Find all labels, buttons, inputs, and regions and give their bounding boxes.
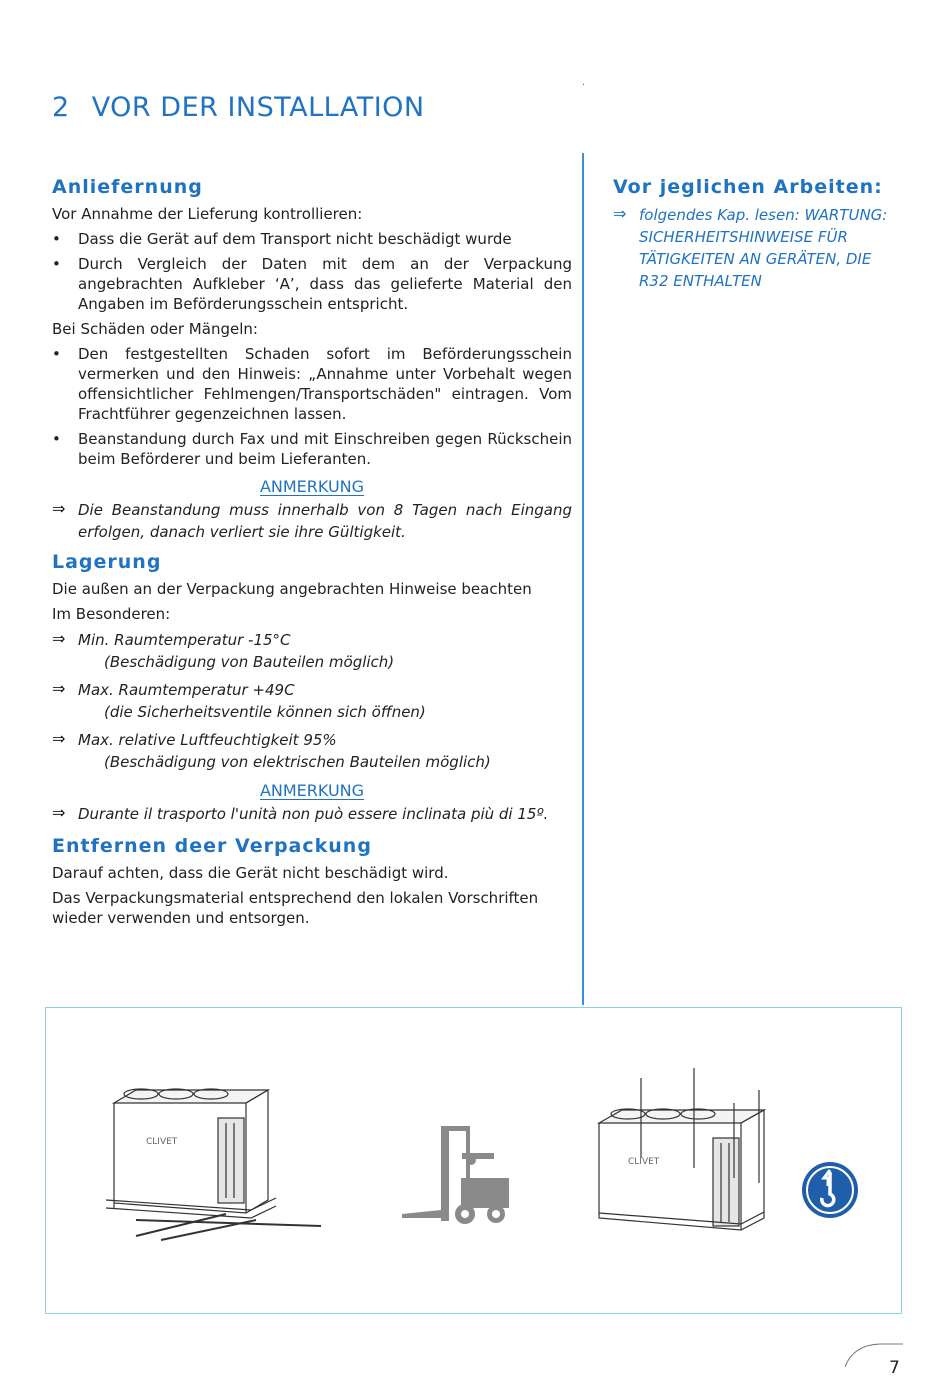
storage-line-2: Im Besonderen: <box>52 605 171 623</box>
list-item: • Den festgestellten Schaden sofort im Beförderungsschein vermerken und den Hinweis: „Annahme unter Vorbehalt wegen offensichtlicher Fehlmengen/Transportschäden" eintragen. Vom Frachtführer gegenzeichnen lassen. <box>52 344 572 424</box>
unit-lifting-illustration <box>599 1068 764 1230</box>
unit-forklift-illustration <box>106 1089 321 1240</box>
arrow-icon: ⇒ <box>52 729 66 748</box>
note-item <box>52 803 572 825</box>
note-text: Durante il trasporto l'unità non può essere inclinata più di 15º. <box>78 805 549 823</box>
page-number: 7 <box>889 1358 900 1378</box>
damage-intro: Bei Schäden oder Mängeln: <box>52 320 258 338</box>
arrow-icon: ⇒ <box>52 629 66 648</box>
note-text: folgendes Kap. lesen: WARTUNG: SICHERHEITSHINWEISE FÜR TÄTIGKEITEN AN GERÄTEN, DIE R32 ENTHALTEN <box>639 206 888 290</box>
note-text: Die Beanstandung muss innerhalb von 8 Tagen nach Eingang erfolgen, danach verliert sie ihre Gültigkeit. <box>78 501 572 541</box>
storage-item-text: Max. relative Luftfeuchtigkeit 95% <box>78 731 337 749</box>
note-title: ANMERKUNG <box>259 477 365 496</box>
storage-item-sub: (die Sicherheitsventile können sich öffnen) <box>104 703 426 721</box>
storage-item-sub: (Beschädigung von elektrischen Bauteilen möglich) <box>104 753 491 771</box>
chapter-title-text: VOR DER INSTALLATION <box>91 92 425 123</box>
section-heading-before-work: Vor jeglichen Arbeiten: <box>613 176 883 198</box>
left-column <box>52 176 572 933</box>
delivery-checklist <box>52 229 572 314</box>
storage-item-text: Min. Raumtemperatur -15°C <box>78 631 291 649</box>
storage-item <box>52 729 572 773</box>
brand-logo: CLIVET <box>628 1157 660 1167</box>
column-divider <box>582 153 584 1005</box>
unpack-line-2: Das Verpackungsmaterial entsprechend den lokalen Vorschriften wieder verwenden und entsorgen. <box>52 889 539 927</box>
forklift-icon <box>402 1126 509 1224</box>
arrow-icon: ⇒ <box>613 204 627 223</box>
damage-list <box>52 344 572 469</box>
list-item: • Beanstandung durch Fax und mit Einschreiben gegen Rückschein beim Beförderer und beim Lieferanten. <box>52 429 572 469</box>
storage-item <box>52 679 572 723</box>
storage-item <box>52 629 572 673</box>
note-title: ANMERKUNG <box>259 781 365 800</box>
delivery-intro: Vor Annahme der Lieferung kontrollieren: <box>52 205 363 223</box>
storage-item-sub: (Beschädigung von Bauteilen möglich) <box>104 653 395 671</box>
section-heading-storage: Lagerung <box>52 551 162 573</box>
marker-dot: · <box>582 80 586 91</box>
brand-logo: CLIVET <box>146 1137 178 1147</box>
list-item: • Dass die Gerät auf dem Transport nicht beschädigt wurde <box>52 229 572 249</box>
arrow-icon: ⇒ <box>52 679 66 698</box>
storage-line-1: Die außen an der Verpackung angebrachten Hinweise beachten <box>52 580 532 598</box>
handling-illustration <box>46 1008 901 1313</box>
note-item <box>613 204 903 292</box>
section-heading-unpack: Entfernen deer Verpackung <box>52 835 372 857</box>
note-item <box>52 499 572 543</box>
unpack-line-1: Darauf achten, dass die Gerät nicht beschädigt wird. <box>52 864 449 882</box>
list-item: • Durch Vergleich der Daten mit dem an der Verpackung angebrachten Aufkleber ‘A’, dass das gelieferte Material den Angaben im Beförderungsschein entspricht. <box>52 254 572 314</box>
lifting-hook-icon <box>802 1162 858 1218</box>
storage-item-text: Max. Raumtemperatur +49C <box>78 681 295 699</box>
handling-figure <box>45 1007 902 1314</box>
chapter-title <box>52 92 425 123</box>
chapter-number: 2 <box>52 92 70 123</box>
arrow-icon: ⇒ <box>52 803 66 822</box>
arrow-icon: ⇒ <box>52 499 66 518</box>
right-column <box>613 176 903 298</box>
section-heading-delivery: Anliefernung <box>52 176 203 198</box>
